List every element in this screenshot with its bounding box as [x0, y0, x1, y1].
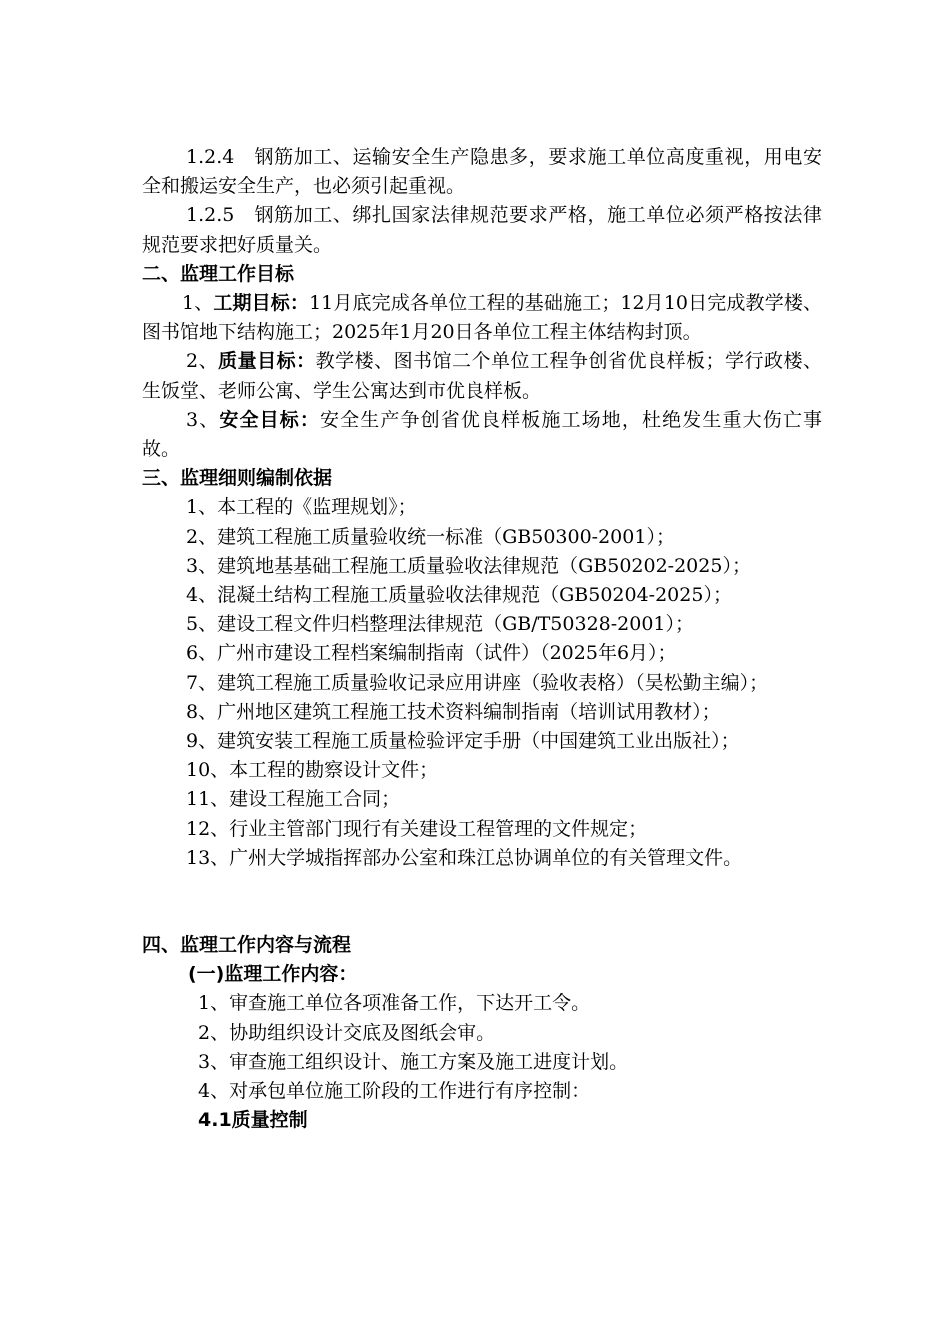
section-heading-basis: 三、监理细则编制依据 [142, 467, 333, 490]
work-item: 2、协助组织设计交底及图纸会审。 [198, 1021, 496, 1044]
goal-label: 质量目标： [218, 350, 316, 373]
work-item: 4、对承包单位施工阶段的工作进行有序控制： [198, 1080, 591, 1103]
work-item: 1、审查施工单位各项准备工作，下达开工令。 [198, 992, 591, 1015]
goal-num: 1、 [182, 292, 214, 315]
basis-item: 4、混凝土结构工程施工质量验收法律规范（GB50204-2025）； [186, 584, 732, 607]
basis-item: 10、本工程的勘察设计文件； [186, 759, 439, 782]
basis-item: 3、建筑地基基础工程施工质量验收法律规范（GB50202-2025）； [186, 554, 751, 577]
basis-item: 11、建设工程施工合同； [186, 788, 401, 811]
section-heading-goals: 二、监理工作目标 [142, 262, 295, 285]
subheading-work-content: (一)监理工作内容： [188, 963, 358, 986]
goal-item-safety [142, 406, 822, 464]
basis-item: 1、本工程的《监理规划》； [186, 496, 417, 519]
basis-item: 9、建筑安装工程施工质量检验评定手册（中国建筑工业出版社）； [186, 730, 740, 753]
basis-item: 5、建设工程文件归档整理法律规范（GB/T50328-2001）； [186, 613, 695, 636]
basis-item: 7、建筑工程施工质量验收记录应用讲座（验收表格）（吴松勤主编）； [186, 671, 769, 694]
basis-item: 12、行业主管部门现行有关建设工程管理的文件规定； [186, 817, 648, 840]
basis-item: 13、广州大学城指挥部办公室和珠江总协调单位的有关管理文件。 [186, 846, 743, 869]
spacer [142, 873, 822, 931]
goal-num: 3、 [186, 408, 220, 431]
goal-text: 11月底完成各单位工程的基础施工；12月10日完成教学楼、图书馆地下结构施工；2025年1月20日各单位工程主体结构封顶。 [142, 292, 822, 344]
basis-item: 8、广州地区建筑工程施工技术资料编制指南（培训试用教材）； [186, 700, 721, 723]
work-item: 3、审查施工组织设计、施工方案及施工进度计划。 [198, 1050, 629, 1073]
paragraph-1-2-4: 1.2.4 钢筋加工、运输安全生产隐患多，要求施工单位高度重视，用电安全和搬运安全生产，也必须引起重视。 [142, 146, 822, 198]
goal-item-quality [142, 347, 822, 405]
section-heading-content: 四、监理工作内容与流程 [142, 934, 352, 957]
goal-item-schedule [142, 289, 822, 347]
goal-label: 工期目标： [213, 292, 310, 315]
subsection-quality-control: 4.1质量控制 [198, 1109, 308, 1132]
basis-item: 6、广州市建设工程档案编制指南（试件）（2025年6月）； [186, 642, 677, 665]
goal-text: 安全生产争创省优良样板施工场地，杜绝发生重大伤亡事故。 [142, 408, 822, 461]
goal-num: 2、 [186, 350, 219, 373]
document-page [142, 143, 822, 1136]
goal-text: 教学楼、图书馆二个单位工程争创省优良样板；学行政楼、生饭堂、老师公寓、学生公寓达到市优良样板。 [142, 350, 822, 402]
paragraph-1-2-5: 1.2.5 钢筋加工、绑扎国家法律规范要求严格，施工单位必须严格按法律规范要求把好质量关。 [142, 204, 822, 256]
goal-label: 安全目标： [219, 408, 320, 431]
basis-item: 2、建筑工程施工质量验收统一标准（GB50300-2001）； [186, 525, 675, 548]
